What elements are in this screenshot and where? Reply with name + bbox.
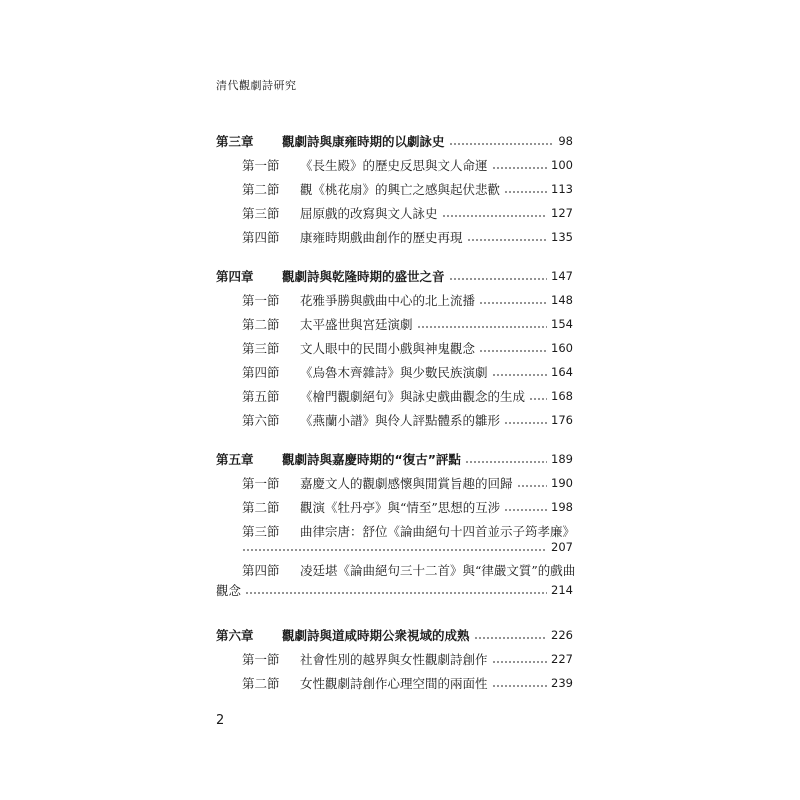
dot-leader — [467, 239, 548, 241]
dot-leader — [492, 374, 548, 376]
chapter-label: 第四章 — [216, 269, 254, 284]
page-ref: 148 — [551, 293, 573, 307]
page-ref: 127 — [551, 206, 573, 220]
chapter-title: 觀劇詩與乾隆時期的盛世之音 — [282, 269, 445, 284]
running-head: 清代觀劇詩研究 — [216, 79, 297, 92]
section-title: 觀演《牡丹亭》與“情至”思想的互涉 — [300, 500, 501, 515]
page-ref: 154 — [551, 317, 573, 331]
dot-leader — [449, 278, 548, 280]
page-ref: 190 — [551, 476, 573, 490]
section-title: 曲律宗唐：舒位《論曲絕句十四首並示子筠孝廉》 — [300, 524, 576, 539]
chapter-title: 觀劇詩與道咸時期公衆視域的成熟 — [282, 628, 470, 643]
toc-chapter-6[interactable] — [216, 625, 573, 645]
section-title: 太平盛世與宮廷演劇 — [300, 317, 413, 332]
toc-section-5-2[interactable] — [242, 497, 573, 517]
toc-section-5-3-leader-line[interactable] — [242, 537, 573, 557]
toc-section-5-1[interactable] — [242, 473, 573, 493]
toc-section-6-2[interactable] — [242, 673, 573, 693]
section-label: 第三節 — [242, 524, 280, 539]
dot-leader — [529, 398, 547, 400]
section-title: 《檜門觀劇絕句》與詠史戲曲觀念的生成 — [300, 389, 526, 404]
toc-section-3-3[interactable] — [242, 203, 573, 223]
dot-leader — [465, 461, 547, 463]
section-title: 社會性別的越界與女性觀劇詩創作 — [300, 652, 488, 667]
dot-leader — [479, 302, 547, 304]
chapter-title: 觀劇詩與嘉慶時期的“復古”評點 — [282, 452, 461, 467]
section-title: 女性觀劇詩創作心理空間的兩面性 — [300, 676, 488, 691]
section-label: 第四節 — [242, 365, 280, 380]
page-ref: 226 — [551, 628, 573, 642]
dot-leader — [417, 326, 548, 328]
page-ref: 227 — [551, 652, 573, 666]
toc-chapter-4[interactable] — [216, 266, 573, 286]
section-label: 第五節 — [242, 389, 280, 404]
chapter-title: 觀劇詩與康雍時期的以劇詠史 — [282, 134, 445, 149]
toc-section-3-1[interactable] — [242, 155, 573, 175]
dot-leader — [504, 191, 547, 193]
dot-leader — [242, 549, 547, 551]
toc-section-4-3[interactable] — [242, 338, 573, 358]
dot-leader — [474, 637, 548, 639]
dot-leader — [517, 485, 548, 487]
page-ref: 147 — [551, 269, 573, 283]
dot-leader — [504, 422, 547, 424]
page-ref: 189 — [551, 452, 573, 466]
page-ref: 100 — [551, 158, 573, 172]
section-label: 第六節 — [242, 413, 280, 428]
section-title: 觀《桃花扇》的興亡之感與起伏悲歡 — [300, 182, 501, 197]
chapter-label: 第五章 — [216, 452, 254, 467]
section-title: 康雍時期戲曲創作的歷史再現 — [300, 230, 463, 245]
section-label: 第四節 — [242, 563, 280, 578]
page-number: 2 — [216, 713, 225, 728]
toc-section-4-1[interactable] — [242, 290, 573, 310]
page-ref: 160 — [551, 341, 573, 355]
page-ref: 113 — [551, 182, 573, 196]
page-ref: 168 — [551, 389, 573, 403]
page-ref: 164 — [551, 365, 573, 379]
dot-leader — [492, 661, 548, 663]
page-ref: 239 — [551, 676, 573, 690]
dot-leader — [504, 509, 547, 511]
page-ref: 207 — [551, 540, 573, 554]
dot-leader — [479, 350, 547, 352]
toc-chapter-3[interactable] — [216, 131, 573, 151]
section-title: 文人眼中的民間小戲與神鬼觀念 — [300, 341, 476, 356]
toc-section-3-4[interactable] — [242, 227, 573, 247]
toc-section-4-6[interactable] — [242, 410, 573, 430]
page-ref: 176 — [551, 413, 573, 427]
page-ref: 198 — [551, 500, 573, 514]
section-label: 第一節 — [242, 476, 280, 491]
section-title: 《烏魯木齊雜詩》與少數民族演劇 — [300, 365, 488, 380]
section-label: 第三節 — [242, 206, 280, 221]
page-ref: 214 — [551, 583, 573, 597]
toc-section-3-2[interactable] — [242, 179, 573, 199]
dot-leader — [492, 167, 548, 169]
toc-section-6-1[interactable] — [242, 649, 573, 669]
section-title: 凌廷堪《論曲絕句三十二首》與“律嚴文質”的戲曲 — [300, 563, 576, 578]
toc-section-4-2[interactable] — [242, 314, 573, 334]
toc-section-5-4-cont[interactable] — [216, 580, 573, 600]
section-label: 第一節 — [242, 652, 280, 667]
section-label: 第二節 — [242, 317, 280, 332]
chapter-label: 第三章 — [216, 134, 254, 149]
section-title: 嘉慶文人的觀劇感懷與閒賞旨趣的回歸 — [300, 476, 513, 491]
dot-leader — [449, 143, 555, 145]
toc-section-4-5[interactable] — [242, 386, 573, 406]
toc-chapter-5[interactable] — [216, 449, 573, 469]
section-title: 《燕蘭小譜》與伶人評點體系的雛形 — [300, 413, 501, 428]
section-title: 《長生殿》的歷史反思與文人命運 — [300, 158, 488, 173]
dot-leader — [492, 685, 548, 687]
dot-leader — [442, 215, 548, 217]
page-ref: 135 — [551, 230, 573, 244]
chapter-label: 第六章 — [216, 628, 254, 643]
section-label: 第一節 — [242, 158, 280, 173]
section-label: 第四節 — [242, 230, 280, 245]
toc-section-4-4[interactable] — [242, 362, 573, 382]
page-ref: 98 — [558, 134, 573, 148]
section-title: 屈原戲的改寫與文人詠史 — [300, 206, 438, 221]
section-label: 第三節 — [242, 341, 280, 356]
dot-leader — [245, 592, 547, 594]
section-label: 第一節 — [242, 293, 280, 308]
section-title: 花雅爭勝與戲曲中心的北上流播 — [300, 293, 476, 308]
section-label: 第二節 — [242, 676, 280, 691]
section-label: 第二節 — [242, 182, 280, 197]
section-label: 第二節 — [242, 500, 280, 515]
toc-section-5-4[interactable] — [242, 560, 576, 580]
section-title-continued: 觀念 — [216, 583, 242, 598]
